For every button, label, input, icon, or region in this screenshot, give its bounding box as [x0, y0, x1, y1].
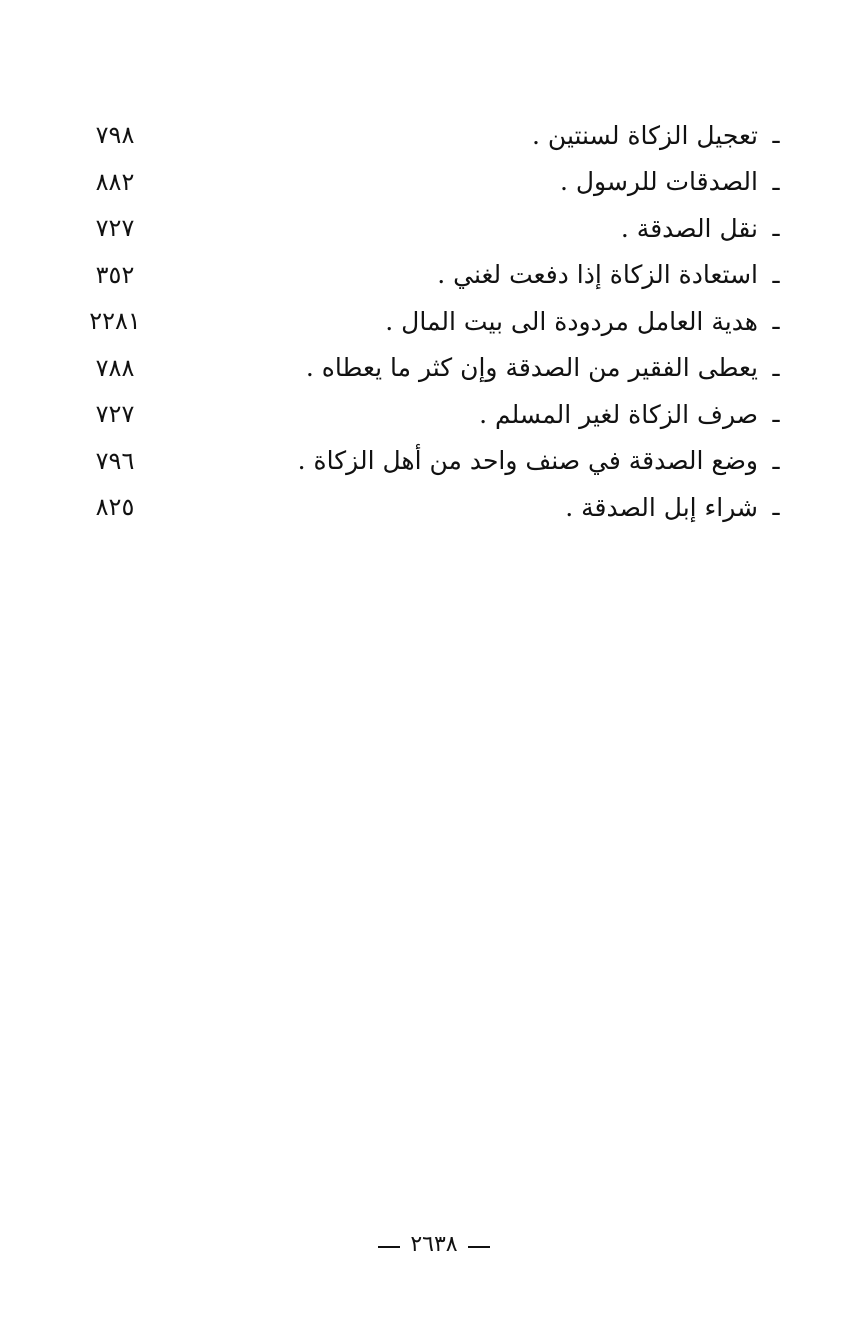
entry-text: شراء إبل الصدقة . [565, 492, 758, 522]
entry-text: وضع الصدقة في صنف واحد من أهل الزكاة . [297, 446, 758, 476]
index-entry [60, 205, 790, 252]
entry-page-number: ٨٨٢ [95, 167, 135, 196]
entry-dash: ـ [772, 353, 780, 382]
entry-text: استعادة الزكاة إذا دفعت لغني . [437, 260, 758, 290]
entry-page-number: ٧٢٧ [95, 214, 135, 243]
index-entry [60, 252, 790, 299]
index-list [60, 112, 790, 531]
entry-page-number: ٨٢٥ [95, 493, 135, 522]
entry-dash: ـ [772, 121, 780, 150]
entry-dash: ـ [772, 400, 780, 429]
index-entry [60, 298, 790, 345]
index-entry [60, 345, 790, 392]
entry-dash: ـ [772, 493, 780, 522]
index-entry [60, 159, 790, 206]
index-entry [60, 438, 790, 485]
entry-text: نقل الصدقة . [620, 213, 758, 243]
entry-page-number: ٢٢٨١ [89, 307, 141, 336]
entry-dash: ـ [772, 446, 780, 475]
index-entry [60, 391, 790, 438]
footer-dash-right [468, 1246, 490, 1248]
entry-dash: ـ [772, 260, 780, 289]
entry-page-number: ٧٩٨ [95, 121, 135, 150]
entry-dash: ـ [772, 167, 780, 196]
index-entry [60, 484, 790, 531]
entry-page-number: ٧٩٦ [95, 446, 135, 475]
entry-dash: ـ [772, 307, 780, 336]
entry-text: صرف الزكاة لغير المسلم . [479, 399, 758, 429]
entry-text: تعجيل الزكاة لسنتين . [532, 120, 758, 150]
footer-page-number: ٢٦٣٨ [410, 1232, 458, 1257]
entry-page-number: ٣٥٢ [95, 260, 135, 289]
page-footer [0, 1232, 868, 1257]
entry-text: هدية العامل مردودة الى بيت المال . [385, 306, 758, 336]
entry-dash: ـ [772, 214, 780, 243]
entry-text: الصدقات للرسول . [559, 167, 758, 197]
entry-page-number: ٧٨٨ [95, 353, 135, 382]
entry-text: يعطى الفقير من الصدقة وإن كثر ما يعطاه . [305, 353, 758, 383]
footer-dash-left [378, 1246, 400, 1248]
index-entry [60, 112, 790, 159]
entry-page-number: ٧٢٧ [95, 400, 135, 429]
